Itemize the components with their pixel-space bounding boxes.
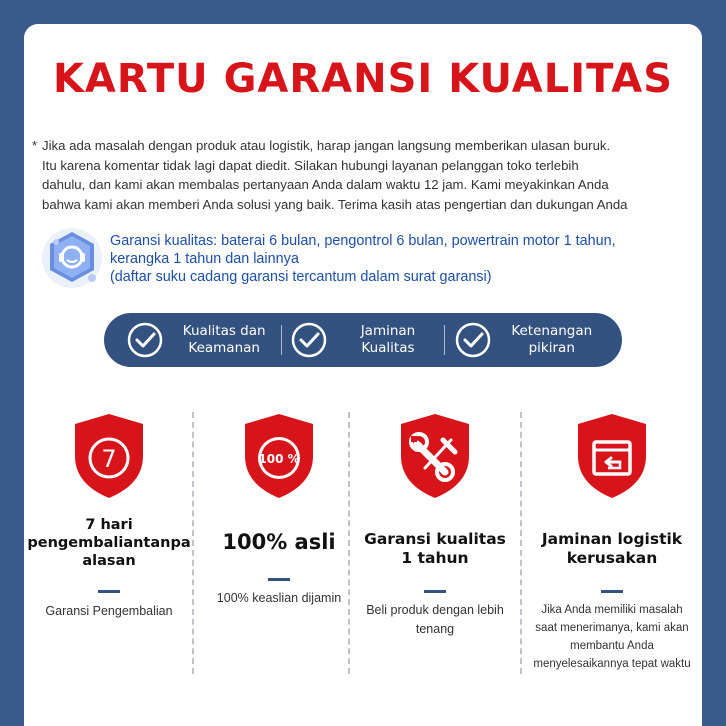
feature-logistics-damage: [522, 410, 702, 680]
feature-desc-line: Beli produk dengan lebih: [366, 603, 504, 617]
badge-label-line: Ketenangan: [511, 323, 593, 339]
feature-7-day-return: [24, 410, 194, 680]
feature-100-original: [194, 410, 364, 680]
warranty-info: [110, 232, 710, 286]
feature-title-line: kerusakan: [566, 549, 658, 567]
feature-description: [194, 589, 364, 608]
feature-divider: [601, 590, 623, 593]
badge-label-line: Kualitas: [361, 340, 415, 356]
feature-grid: [24, 410, 702, 680]
feature-title-line: 100% asli: [222, 530, 336, 554]
feature-desc-line: saat menerimanya, kami akan: [535, 622, 689, 634]
notice-line: dahulu, dan kami akan membalas pertanyaan Anda dalam waktu 12 jam. Kami meyakinkan Anda: [42, 177, 609, 192]
feature-desc-line: 100% keaslian dijamin: [216, 591, 342, 605]
feature-desc-line: menyelesaikannya tepat waktu: [533, 658, 691, 670]
feature-description: [350, 601, 520, 639]
feature-divider: [424, 590, 446, 593]
check-circle-icon: [126, 321, 164, 359]
feature-title-line: Garansi kualitas: [364, 530, 506, 548]
shield-text: 7: [101, 445, 117, 473]
badge-label-line: Keamanan: [188, 340, 260, 356]
notice-line: bahwa kami akan memberi Anda solusi yang baik. Terima kasih atas pengertian dan dukungan Anda: [42, 196, 628, 212]
return-shield-icon: [69, 410, 149, 502]
feature-desc-line: membantu Anda: [570, 640, 654, 652]
badge-label: [504, 323, 600, 357]
notice-bullet: *: [32, 138, 38, 153]
feature-title-line: 7 hari: [85, 517, 133, 533]
feature-desc-line: Garansi Pengembalian: [45, 604, 173, 618]
shield-text: 100 %: [258, 452, 300, 466]
feature-desc-line: Jika Anda memiliki masalah: [541, 604, 683, 616]
feature-title: [522, 530, 702, 568]
feature-divider: [268, 578, 290, 581]
feature-title-line: 1 tahun: [401, 549, 469, 567]
badge-divider: [444, 325, 445, 355]
feature-title-line: alasan: [82, 553, 136, 569]
badge-label-line: Jaminan: [360, 323, 416, 339]
assurance-badges: [104, 313, 622, 367]
feature-title-line: Jaminan logistik: [541, 530, 683, 548]
badge-quality-safety: [126, 321, 272, 359]
feature-1-year-warranty: [350, 410, 520, 680]
box-return-shield-icon: [572, 410, 652, 502]
badge-quality-guarantee: [290, 321, 436, 359]
feature-title: [24, 516, 194, 570]
authentic-shield-icon: [239, 410, 319, 502]
check-circle-icon: [290, 321, 328, 359]
badge-divider: [281, 325, 282, 355]
feature-desc-line: tenang: [415, 622, 455, 636]
feature-description: [24, 602, 194, 621]
feature-title-line: pengembaliantanpa: [27, 535, 191, 551]
feature-title: [194, 530, 364, 554]
notice-line: Jika ada masalah dengan produk atau logistik, harap jangan langsung memberikan ulasan buruk.: [42, 138, 611, 153]
warranty-line: (daftar suku cadang garansi tercantum dalam surat garansi): [110, 269, 492, 285]
badge-peace-of-mind: [454, 321, 600, 359]
check-circle-icon: [454, 321, 492, 359]
wrench-shield-icon: [395, 410, 475, 502]
badge-label: [176, 323, 272, 357]
feature-title: [350, 530, 520, 568]
badge-label-line: Kualitas dan: [182, 323, 266, 339]
warranty-line: Garansi kualitas: baterai 6 bulan, pengontrol 6 bulan, powertrain motor 1 tahun,: [110, 233, 616, 249]
badge-label: [340, 323, 436, 357]
customer-service-icon: [36, 220, 108, 292]
badge-label-line: pikiran: [528, 340, 575, 356]
feature-divider: [98, 590, 120, 593]
notice-text: [32, 136, 704, 214]
warranty-line: kerangka 1 tahun dan lainnya: [110, 251, 299, 267]
notice-line: Itu karena komentar tidak lagi dapat diedit. Silakan hubungi layanan pelanggan toko terlebih: [42, 157, 579, 173]
feature-description: [522, 601, 702, 673]
page-title: KARTU GARANSI KUALITAS: [52, 56, 674, 102]
